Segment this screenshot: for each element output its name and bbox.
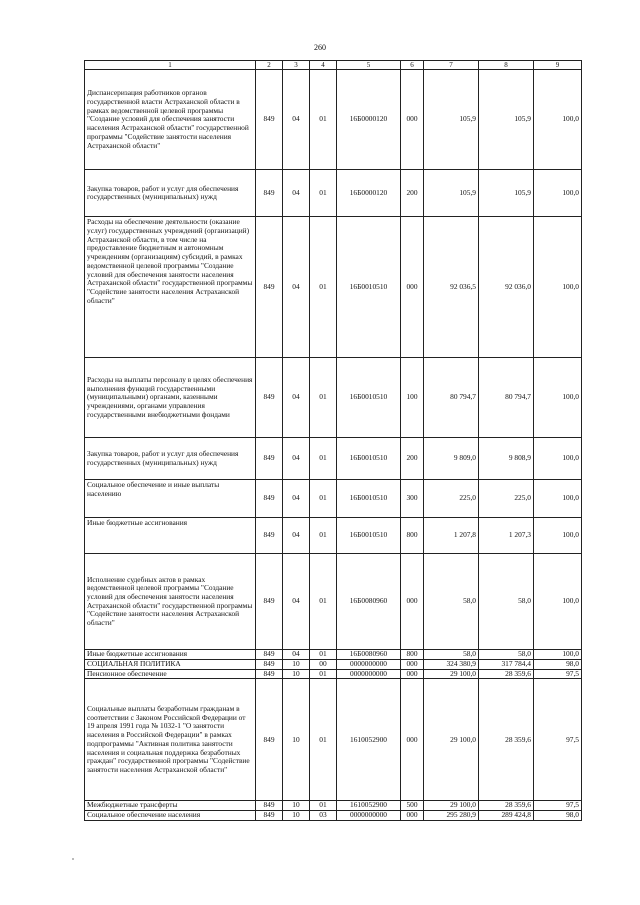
table-row [85,679,582,801]
cell-expense-type: 000 [401,217,424,358]
table-row [85,811,582,821]
cell-expense-type: 000 [401,669,424,679]
scan-speck [72,858,74,860]
budget-execution-table [84,60,582,821]
cell-executed: 28 359,6 [479,801,534,811]
table-row [85,554,582,650]
cell-expense-type: 000 [401,811,424,821]
cell-planned: 105,9 [424,70,479,170]
cell-subsection: 01 [310,554,337,650]
cell-percent: 98,0 [534,659,582,669]
column-header: 9 [534,61,582,70]
table-row [85,438,582,480]
cell-percent: 97,5 [534,669,582,679]
cell-subsection: 01 [310,679,337,801]
column-header: 8 [479,61,534,70]
row-name: Исполнение судебных актов в рамках ведомственной целевой программы "Создание условий для обеспечения занятости населения Астраханской области" государственной программы "Содействие занятости населения Астраханской области" [85,554,256,650]
row-name: Закупка товаров, работ и услуг для обеспечения государственных (муниципальных) нужд [85,170,256,217]
cell-section: 04 [283,217,310,358]
cell-executed: 317 784,4 [479,659,534,669]
cell-expense-type: 100 [401,358,424,438]
row-name: Расходы на выплаты персоналу в целях обеспечения выполнения функций государственными (муниципальными) органами, казенными учреждениями, органами управления государственными внебюджетными фондами [85,358,256,438]
cell-code: 849 [256,811,283,821]
cell-planned: 29 100,0 [424,679,479,801]
cell-expense-type: 800 [401,518,424,554]
table-row [85,480,582,518]
row-name: Закупка товаров, работ и услуг для обеспечения государственных (муниципальных) нужд [85,438,256,480]
cell-subsection: 01 [310,70,337,170]
cell-section: 10 [283,801,310,811]
cell-planned: 92 036,5 [424,217,479,358]
cell-target-article: 16Б0010510 [337,480,401,518]
cell-code: 849 [256,480,283,518]
cell-percent: 100,0 [534,217,582,358]
cell-code: 849 [256,659,283,669]
cell-code: 849 [256,170,283,217]
row-name: Социальное обеспечение и иные выплаты населению [85,480,256,518]
cell-executed: 105,9 [479,70,534,170]
cell-subsection: 01 [310,518,337,554]
cell-section: 04 [283,650,310,660]
cell-target-article: 16Б0010510 [337,438,401,480]
column-header: 4 [310,61,337,70]
column-header: 2 [256,61,283,70]
cell-target-article: 16Б0010510 [337,358,401,438]
cell-planned: 295 280,9 [424,811,479,821]
column-header: 3 [283,61,310,70]
cell-target-article: 1610052900 [337,801,401,811]
cell-percent: 100,0 [534,554,582,650]
cell-executed: 105,9 [479,170,534,217]
cell-target-article: 16Б0000120 [337,70,401,170]
cell-percent: 100,0 [534,518,582,554]
row-name: Социальные выплаты безработным гражданам в соответствии с Законом Российской Федерации от 19 апреля 1991 года № 1032-1 "О занятости населения в Российской Федерации" в рамках подпрограммы "Активная политика занятости населения и социальная поддержка безработных граждан" государственной программы "Содействие занятости населения Астраханской области" [85,679,256,801]
row-name: Расходы на обеспечение деятельности (оказание услуг) государственных учреждений (организаций) Астраханской области, в том числе на предоставление бюджетным и автономным учреждениям (организациям) субсидий, в рамках ведомственной целевой программы "Создание условий для обеспечения занятости населения Астраханской области" государственной программы "Содействие занятости населения Астраханской области" [85,217,256,358]
cell-percent: 100,0 [534,480,582,518]
cell-planned: 324 380,9 [424,659,479,669]
cell-section: 04 [283,170,310,217]
page-number: 260 [314,43,326,52]
cell-subsection: 01 [310,801,337,811]
cell-expense-type: 000 [401,679,424,801]
cell-expense-type: 800 [401,650,424,660]
cell-planned: 9 809,0 [424,438,479,480]
cell-percent: 100,0 [534,170,582,217]
cell-planned: 58,0 [424,554,479,650]
cell-target-article: 0000000000 [337,811,401,821]
cell-planned: 1 207,8 [424,518,479,554]
table-row [85,358,582,438]
cell-subsection: 03 [310,811,337,821]
cell-executed: 80 794,7 [479,358,534,438]
header-row [85,61,582,70]
cell-subsection: 01 [310,438,337,480]
cell-code: 849 [256,650,283,660]
cell-subsection: 01 [310,480,337,518]
cell-section: 10 [283,679,310,801]
cell-percent: 100,0 [534,70,582,170]
cell-subsection: 01 [310,650,337,660]
row-name: Иные бюджетные ассигнования [85,518,256,554]
cell-executed: 92 036,0 [479,217,534,358]
cell-code: 849 [256,438,283,480]
cell-code: 849 [256,801,283,811]
cell-percent: 100,0 [534,650,582,660]
cell-planned: 29 100,0 [424,801,479,811]
table-row [85,659,582,669]
cell-code: 849 [256,679,283,801]
row-name: Пенсионное обеспечение [85,669,256,679]
table-row [85,170,582,217]
column-header: 6 [401,61,424,70]
cell-expense-type: 000 [401,70,424,170]
cell-expense-type: 000 [401,659,424,669]
cell-code: 849 [256,358,283,438]
cell-percent: 98,0 [534,811,582,821]
cell-code: 849 [256,70,283,170]
table-row [85,669,582,679]
cell-target-article: 0000000000 [337,659,401,669]
cell-planned: 105,9 [424,170,479,217]
cell-section: 10 [283,659,310,669]
cell-planned: 58,0 [424,650,479,660]
cell-target-article: 16Б0010510 [337,518,401,554]
cell-section: 10 [283,811,310,821]
cell-subsection: 01 [310,170,337,217]
cell-subsection: 01 [310,217,337,358]
cell-percent: 97,5 [534,679,582,801]
cell-executed: 28 359,6 [479,669,534,679]
cell-expense-type: 200 [401,438,424,480]
cell-target-article: 16Б0080960 [337,554,401,650]
row-name: Социальное обеспечение населения [85,811,256,821]
cell-expense-type: 300 [401,480,424,518]
table-row [85,518,582,554]
cell-percent: 97,5 [534,801,582,811]
cell-target-article: 0000000000 [337,669,401,679]
cell-code: 849 [256,554,283,650]
cell-percent: 100,0 [534,358,582,438]
cell-section: 04 [283,358,310,438]
cell-planned: 225,0 [424,480,479,518]
row-name: Диспансеризация работников органов государственной власти Астраханской области в рамках ведомственной целевой программы "Создание условий для обеспечения занятости населения Астраханской области" государственной программы "Содействие занятости населения Астраханской области" [85,70,256,170]
cell-planned: 80 794,7 [424,358,479,438]
row-name: Межбюджетные трансферты [85,801,256,811]
cell-executed: 225,0 [479,480,534,518]
column-header: 1 [85,61,256,70]
cell-section: 04 [283,70,310,170]
cell-target-article: 16Б0010510 [337,217,401,358]
cell-target-article: 16Б0000120 [337,170,401,217]
cell-target-article: 16Б0080960 [337,650,401,660]
cell-target-article: 1610052900 [337,679,401,801]
cell-executed: 1 207,3 [479,518,534,554]
cell-percent: 100,0 [534,438,582,480]
cell-code: 849 [256,518,283,554]
cell-executed: 58,0 [479,554,534,650]
cell-expense-type: 200 [401,170,424,217]
cell-executed: 289 424,8 [479,811,534,821]
cell-executed: 9 808,9 [479,438,534,480]
cell-code: 849 [256,217,283,358]
cell-section: 04 [283,518,310,554]
cell-subsection: 01 [310,669,337,679]
cell-executed: 58,0 [479,650,534,660]
cell-subsection: 01 [310,358,337,438]
cell-subsection: 00 [310,659,337,669]
row-name: Иные бюджетные ассигнования [85,650,256,660]
table-row [85,217,582,358]
cell-executed: 28 359,6 [479,679,534,801]
cell-expense-type: 000 [401,554,424,650]
column-header: 7 [424,61,479,70]
column-header: 5 [337,61,401,70]
cell-expense-type: 500 [401,801,424,811]
cell-planned: 29 100,0 [424,669,479,679]
cell-section: 04 [283,480,310,518]
row-name: СОЦИАЛЬНАЯ ПОЛИТИКА [85,659,256,669]
cell-section: 04 [283,554,310,650]
cell-section: 04 [283,438,310,480]
cell-section: 10 [283,669,310,679]
table-row [85,70,582,170]
cell-code: 849 [256,669,283,679]
